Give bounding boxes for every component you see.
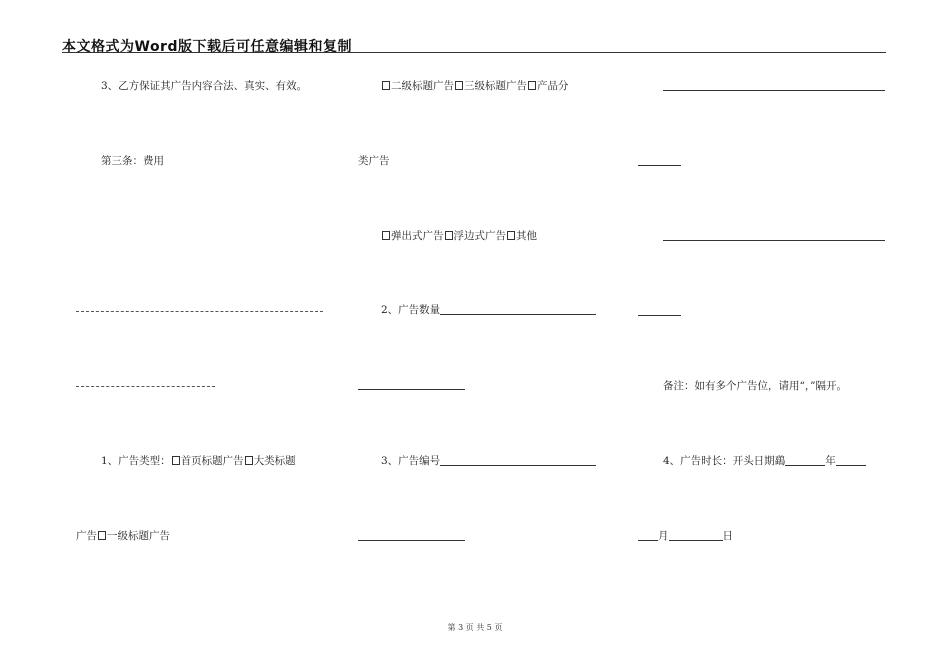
option-other: 其他 bbox=[516, 230, 537, 242]
start-day-field[interactable] bbox=[669, 530, 723, 541]
ad-number-line bbox=[381, 454, 596, 468]
option-popup-ad: 弹出式广告 bbox=[391, 230, 444, 242]
ad-options-line-2 bbox=[381, 229, 537, 243]
document-header-title: 本文格式为Word版下载后可任意编辑和复制 bbox=[62, 39, 352, 55]
start-year-field[interactable] bbox=[785, 455, 825, 466]
option-level2-title: 二级标题广告 bbox=[391, 80, 454, 92]
dashed-separator-short bbox=[76, 386, 215, 387]
blank-line-col3-b[interactable] bbox=[638, 165, 681, 166]
dashed-separator-long bbox=[76, 311, 323, 312]
checkbox-floating-ad[interactable] bbox=[445, 231, 453, 240]
checkbox-level1-title[interactable] bbox=[98, 531, 106, 540]
ad-type-continued-line bbox=[76, 529, 170, 543]
start-month-field[interactable] bbox=[836, 455, 866, 466]
option-category-title: 大类标题 bbox=[253, 455, 296, 467]
checkbox-other[interactable] bbox=[507, 231, 515, 240]
checkbox-popup-ad[interactable] bbox=[382, 231, 390, 240]
header-rule bbox=[62, 52, 886, 53]
ad-type-label: 1、广告类型： bbox=[101, 455, 171, 467]
ad-quantity-label: 2、广告数量 bbox=[381, 304, 441, 316]
blank-line-col2-b[interactable] bbox=[358, 540, 465, 541]
option-product-category: 产品分 bbox=[537, 80, 569, 92]
blank-line-col3-c[interactable] bbox=[663, 240, 885, 241]
checkbox-home-title[interactable] bbox=[172, 456, 180, 465]
option-home-title: 首页标题广告 bbox=[180, 455, 244, 467]
article-3-heading: 第三条：费用 bbox=[101, 155, 164, 167]
blank-line-col2-a[interactable] bbox=[358, 389, 465, 390]
ad-number-field[interactable] bbox=[440, 455, 596, 466]
ad-duration-line bbox=[663, 454, 866, 468]
day-label: 日 bbox=[722, 530, 733, 542]
ad-type-cont-prefix: 广告 bbox=[76, 530, 97, 542]
option-level1-title: 一级标题广告 bbox=[107, 530, 170, 542]
option-level3-title: 三级标题广告 bbox=[464, 80, 527, 92]
ad-options-line-1 bbox=[381, 79, 569, 93]
clause-3-text: 3、乙方保证其广告内容合法、真实、有效。 bbox=[101, 80, 308, 92]
checkbox-level3-title[interactable] bbox=[455, 81, 463, 90]
ad-duration-tail: 鷂 bbox=[774, 455, 786, 467]
ad-quantity-line bbox=[381, 303, 596, 317]
checkbox-category-title[interactable] bbox=[245, 456, 253, 465]
start-month-field-cont[interactable] bbox=[638, 530, 658, 541]
blank-line-col3-a[interactable] bbox=[663, 90, 885, 91]
checkbox-product-category[interactable] bbox=[528, 81, 536, 90]
ad-quantity-field[interactable] bbox=[440, 304, 596, 315]
ad-type-line bbox=[101, 454, 296, 468]
remark-text: 备注：如有多个广告位，请用“，”隔开。 bbox=[663, 380, 847, 392]
page-footer: 第 3 页 共 5 页 bbox=[447, 623, 503, 632]
year-label: 年 bbox=[825, 455, 836, 467]
blank-line-col3-d[interactable] bbox=[638, 315, 681, 316]
option-floating-ad: 浮边式广告 bbox=[453, 230, 506, 242]
product-category-continued: 类广告 bbox=[358, 155, 390, 167]
ad-duration-label: 4、广告时长：开头日期 bbox=[663, 455, 775, 467]
checkbox-level2-title[interactable] bbox=[382, 81, 390, 90]
date-continued-line bbox=[638, 529, 733, 543]
ad-number-label: 3、广告编号 bbox=[381, 455, 441, 467]
month-label: 月 bbox=[658, 530, 669, 542]
